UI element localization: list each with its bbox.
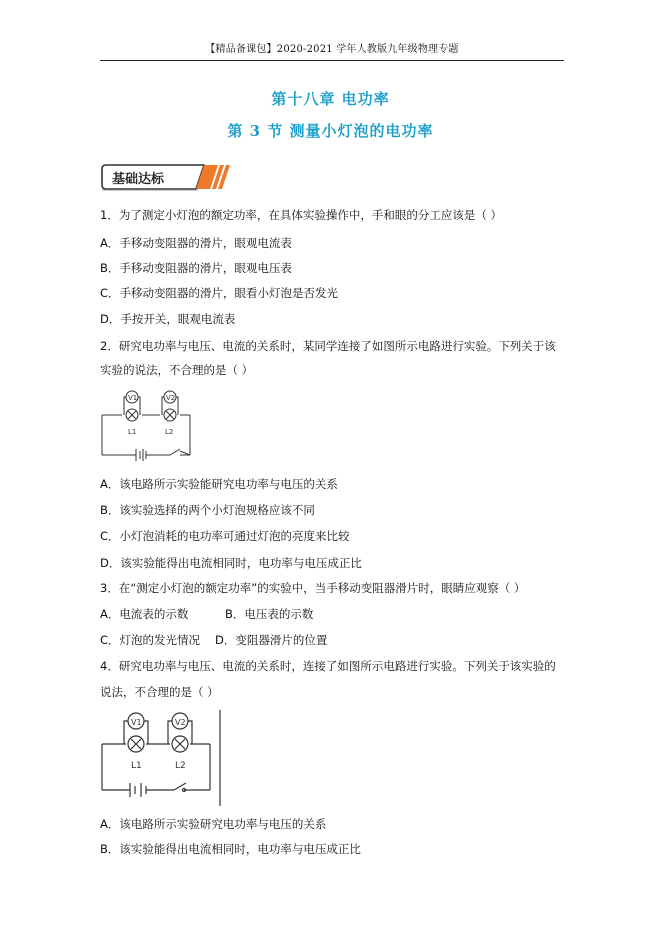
q4-option-a: A．该电路所示实验研究电功率与电压的关系 [100,817,327,831]
q2-option-d: D．该实验能得出电流相同时，电功率与电压成正比 [100,556,362,570]
banner-label: 基础达标 [112,172,165,187]
q1-option-a: A．手移动变阻器的滑片，眼观电流表 [100,236,292,250]
q2-v2-label: V2 [166,394,176,402]
q3-option-d: D．变阻器滑片的位置 [215,633,328,647]
q4-v1-label: V1 [131,718,142,727]
q4-v2-label: V2 [175,718,186,727]
q4-l2-label: L2 [175,761,186,771]
q2-v1-label: V1 [128,394,138,402]
page-header: 【精品备课包】2020-2021 学年人教版九年级物理专题 [205,44,459,55]
q1-option-c: C．手移动变阻器的滑片，眼看小灯泡是否发光 [100,286,339,300]
q2-l1-label: L1 [128,428,137,436]
q4-option-b: B．该实验能得出电流相同时，电功率与电压成正比 [100,842,361,856]
q2-option-c: C．小灯泡消耗的电功率可通过灯泡的亮度来比较 [100,529,350,543]
q3-option-c: C．灯泡的发光情况 [100,633,201,647]
q4-circuit-diagram [100,708,230,808]
q2-l2-label: L2 [165,428,174,436]
section-title: 第 3 节 测量小灯泡的电功率 [227,122,434,140]
q4-stem-line1: 4．研究电功率与电压、电流的关系时，连接了如图所示电路进行实验。下列关于该实验的 [100,659,556,673]
chapter-title: 第十八章 电功率 [271,90,390,108]
q2-option-a: A．该电路所示实验能研究电功率与电压的关系 [100,477,338,491]
q2-stem-line2: 实验的说法，不合理的是（ ） [100,363,254,377]
q2-option-b: B．该实验选择的两个小灯泡规格应该不同 [100,503,315,517]
q3-option-b: B．电压表的示数 [225,607,314,621]
q2-stem-line1: 2．研究电功率与电压、电流的关系时，某同学连接了如图所示电路进行实验。下列关于该 [100,339,556,353]
q2-circuit-diagram [100,385,200,465]
header-rule [100,60,564,61]
section-banner [100,163,240,197]
q4-stem-line2: 说法，不合理的是（ ） [100,685,219,699]
q4-l1-label: L1 [131,761,142,771]
q3-option-a: A．电流表的示数 [100,607,189,621]
q1-stem: 1．为了测定小灯泡的额定功率，在具体实验操作中，手和眼的分工应该是（ ） [100,208,502,222]
q1-option-b: B．手移动变阻器的滑片，眼观电压表 [100,261,292,275]
q3-stem: 3．在“测定小灯泡的额定功率”的实验中，当手移动变阻器滑片时，眼睛应观察（ ） [100,581,526,595]
q1-option-d: D．手按开关，眼观电流表 [100,312,236,326]
